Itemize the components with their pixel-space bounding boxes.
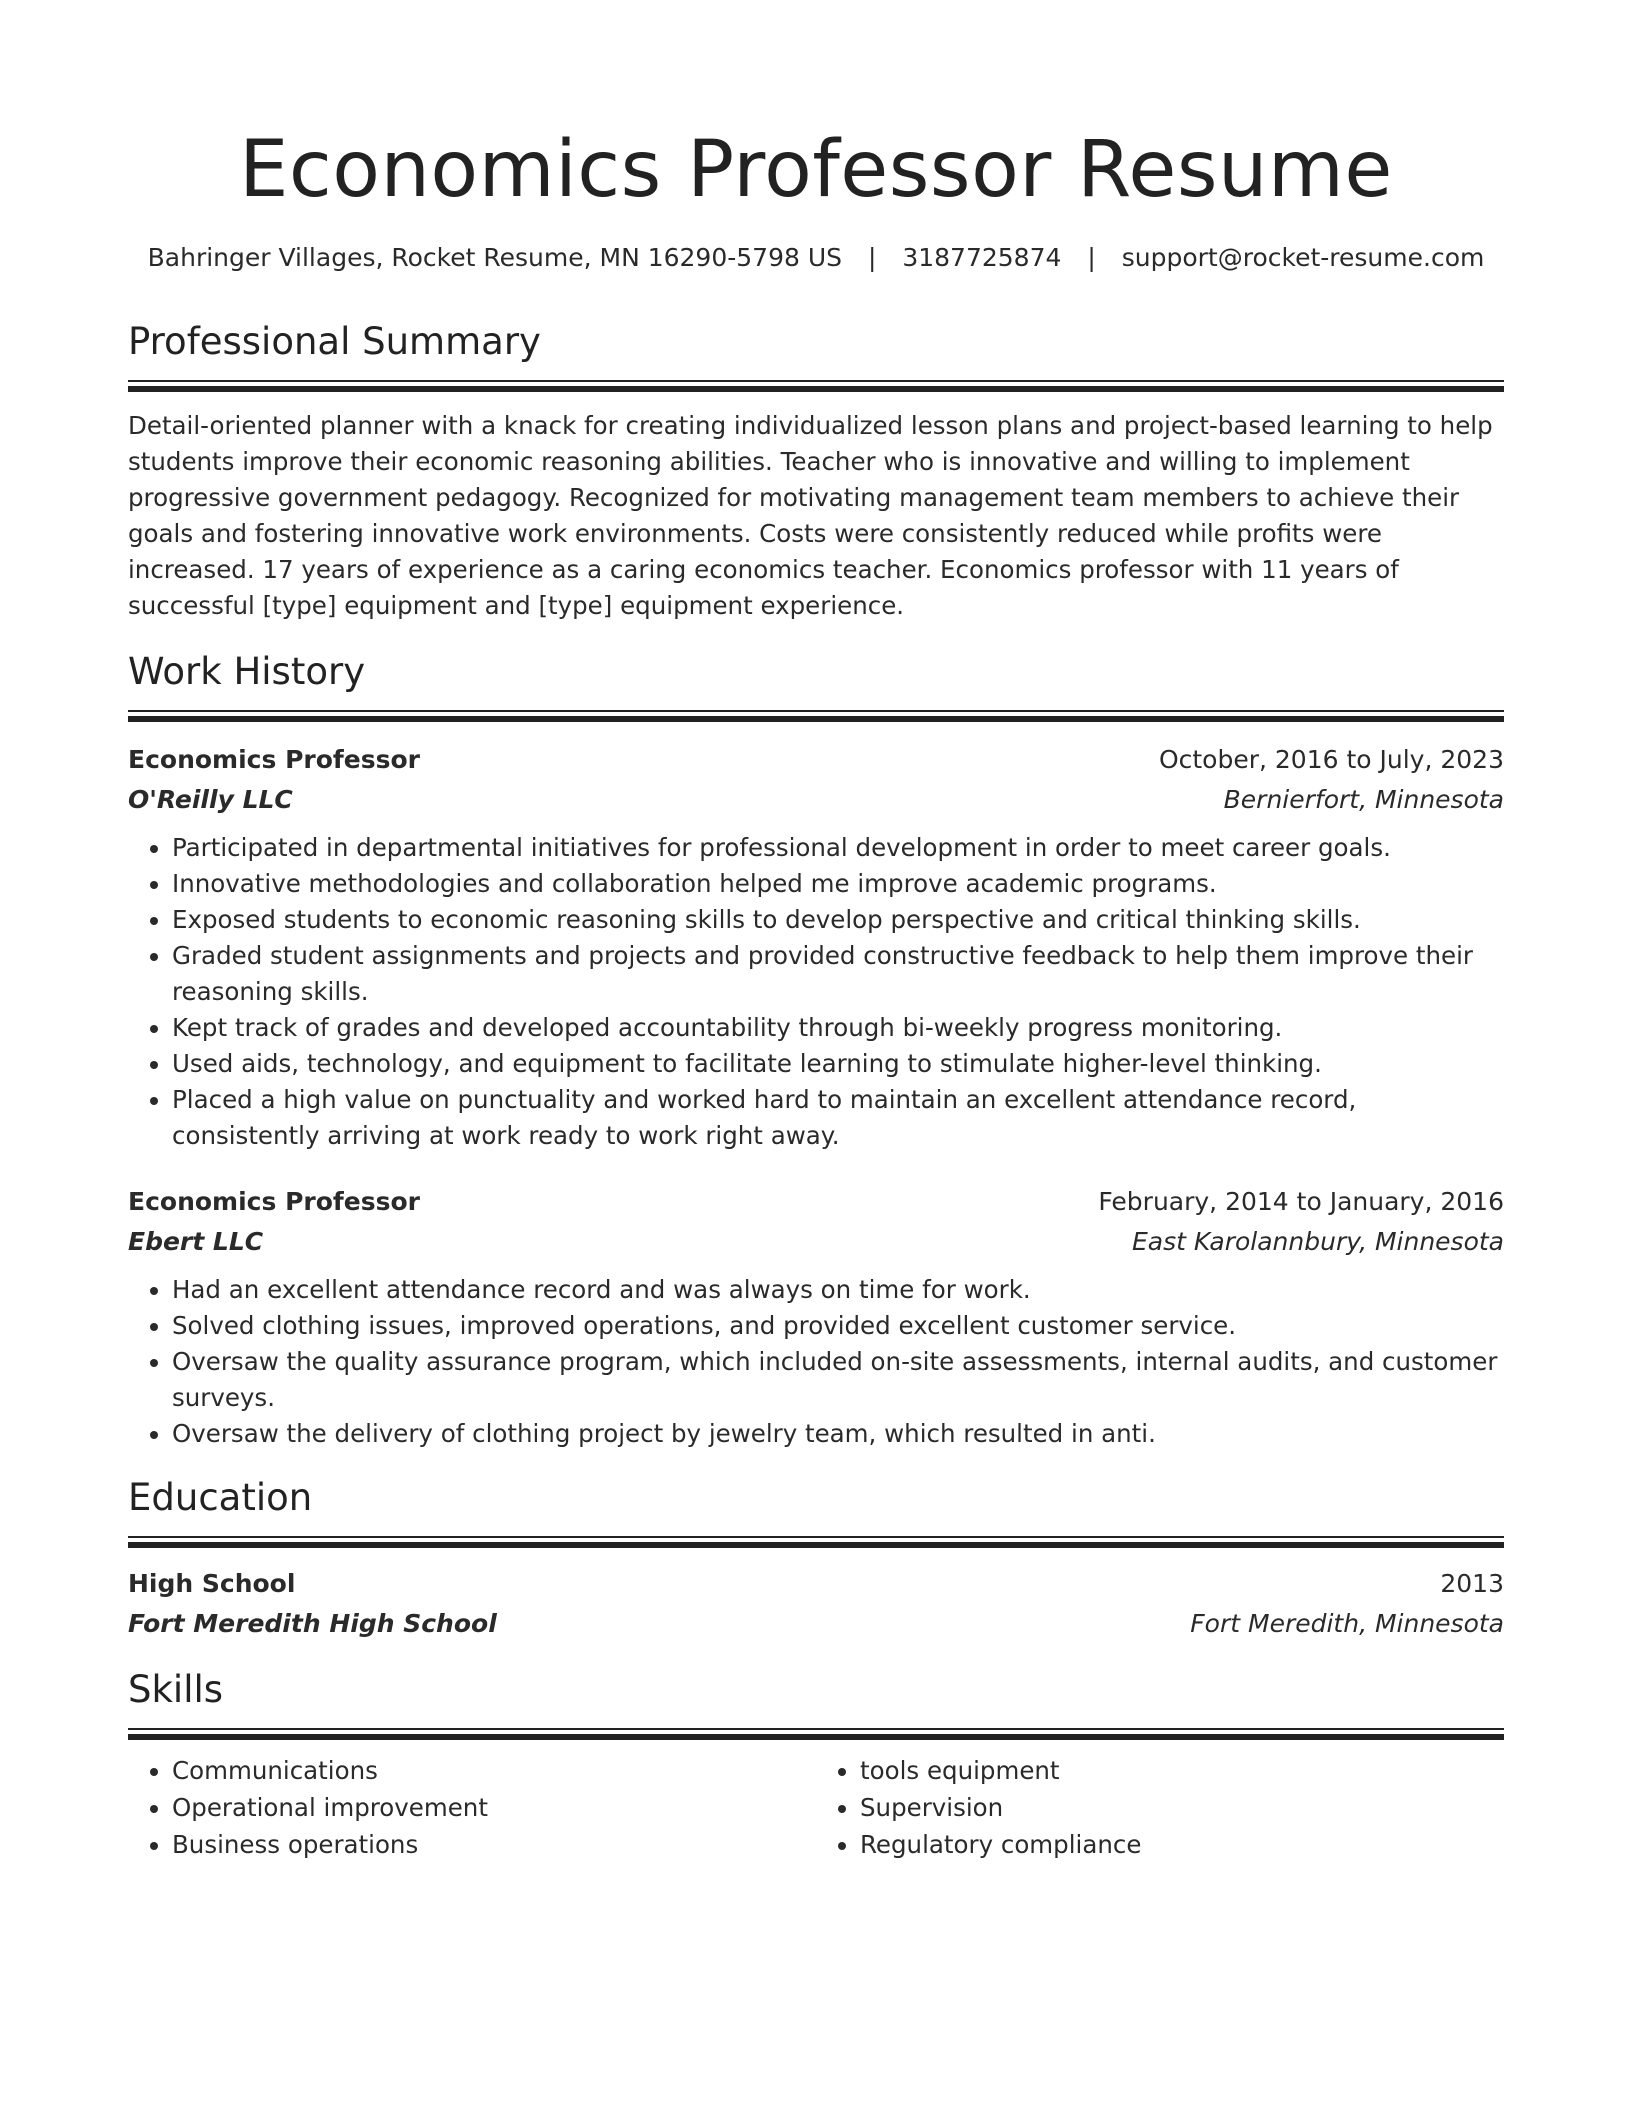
education-section xyxy=(128,1474,1504,1644)
job-company-row xyxy=(128,780,1504,820)
job-bullet: • Solved clothing issues, improved operations, and provided excellent customer service. xyxy=(172,1308,1504,1344)
job-bullet: • Exposed students to economic reasoning skills to develop perspective and critical thinking skills. xyxy=(172,902,1504,938)
education-school: Fort Meredith High School xyxy=(128,1609,497,1638)
skill-item: • tools equipment xyxy=(860,1752,1504,1789)
skill-item: • Regulatory compliance xyxy=(860,1826,1504,1863)
contact-phone: 3187725874 xyxy=(902,243,1062,272)
summary-section xyxy=(128,318,1504,624)
job-entry xyxy=(128,740,1504,1154)
education-location: Fort Meredith, Minnesota xyxy=(1190,1609,1504,1638)
skill-item: • Operational improvement xyxy=(172,1789,816,1826)
education-degree: High School xyxy=(128,1569,296,1598)
job-bullet: • Innovative methodologies and collaboration helped me improve academic programs. xyxy=(172,866,1504,902)
job-bullet: • Used aids, technology, and equipment to facilitate learning to stimulate higher-level thinking. xyxy=(172,1046,1504,1082)
section-heading-work: Work History xyxy=(128,650,366,693)
skill-item: • Supervision xyxy=(860,1789,1504,1826)
section-heading-summary: Professional Summary xyxy=(128,320,541,363)
skills-list-right xyxy=(816,1752,1504,1863)
skills-columns xyxy=(128,1752,1504,1863)
section-divider xyxy=(128,380,1504,392)
education-school-row xyxy=(128,1604,1504,1644)
job-dates: October, 2016 to July, 2023 xyxy=(1158,745,1504,774)
job-bullets xyxy=(128,830,1504,1154)
education-header-row xyxy=(128,1564,1504,1604)
education-entry xyxy=(128,1564,1504,1644)
job-bullet: • Kept track of grades and developed accountability through bi-weekly progress monitoring. xyxy=(172,1010,1504,1046)
skill-item: • Communications xyxy=(172,1752,816,1789)
education-year: 2013 xyxy=(1440,1569,1504,1598)
section-heading-education: Education xyxy=(128,1476,313,1519)
summary-text: Detail-oriented planner with a knack for creating individualized lesson plans and project-based learning to help students improve their economic reasoning abilities. Teacher who is innovative and willing to implement progressive government pedagogy. Recognized for motivating management team members to achieve their goals and fostering innovative work environments. Costs were consistently reduced while profits were increased. 17 years of experience as a caring economics teacher. Economics professor with 11 years of successful [type] equipment and [type] equipment experience. xyxy=(128,411,1493,620)
job-bullet: • Graded student assignments and projects and provided constructive feedback to help them improve their reasoning skills. xyxy=(172,938,1504,1010)
job-title: Economics Professor xyxy=(128,745,420,774)
job-header-row xyxy=(128,1182,1504,1222)
contact-line xyxy=(128,240,1504,276)
contact-address: Bahringer Villages, Rocket Resume, MN 16290-5798 US xyxy=(147,243,842,272)
work-section xyxy=(128,648,1504,1452)
contact-email: support@rocket-resume.com xyxy=(1121,243,1485,272)
job-dates: February, 2014 to January, 2016 xyxy=(1098,1187,1504,1216)
job-company: O'Reilly LLC xyxy=(128,785,293,814)
job-bullets xyxy=(128,1272,1504,1452)
job-bullet: • Had an excellent attendance record and was always on time for work. xyxy=(172,1272,1504,1308)
job-entry xyxy=(128,1182,1504,1452)
skills-section xyxy=(128,1666,1504,1863)
job-title: Economics Professor xyxy=(128,1187,420,1216)
section-divider xyxy=(128,710,1504,722)
job-location: Bernierfort, Minnesota xyxy=(1223,785,1504,814)
job-bullet: • Oversaw the delivery of clothing project by jewelry team, which resulted in anti. xyxy=(172,1416,1504,1452)
contact-separator: | xyxy=(1087,243,1096,272)
job-bullet: • Placed a high value on punctuality and worked hard to maintain an excellent attendance record, consistently arriving at work ready to work right away. xyxy=(172,1082,1504,1154)
resume-title: Economics Professor Resume xyxy=(239,125,1393,215)
section-divider xyxy=(128,1536,1504,1548)
section-heading-skills: Skills xyxy=(128,1668,224,1711)
job-bullet: • Oversaw the quality assurance program, which included on-site assessments, internal audits, and customer surveys. xyxy=(172,1344,1504,1416)
job-bullet: • Participated in departmental initiatives for professional development in order to meet career goals. xyxy=(172,830,1504,866)
job-location: East Karolannbury, Minnesota xyxy=(1131,1227,1504,1256)
skill-item: • Business operations xyxy=(172,1826,816,1863)
job-company: Ebert LLC xyxy=(128,1227,264,1256)
section-divider xyxy=(128,1728,1504,1740)
contact-separator: | xyxy=(867,243,877,272)
job-header-row xyxy=(128,740,1504,780)
skills-list-left xyxy=(128,1752,816,1863)
job-company-row xyxy=(128,1222,1504,1262)
